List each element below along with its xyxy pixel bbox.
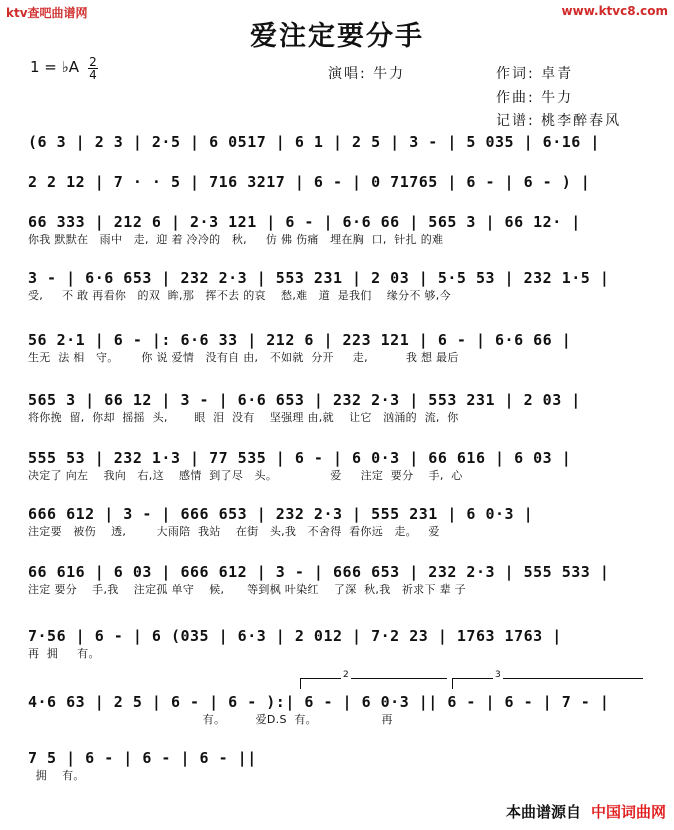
volta-number-1: 2 <box>343 670 349 680</box>
time-signature-top: 2 <box>89 55 97 69</box>
score-row <box>28 562 648 598</box>
composer-credit: 作曲: 牛力 <box>496 90 574 106</box>
lyric-line: 你我 默默在 雨中 走, 迎 着 冷冷的 秋, 仿 佛 伤痛 埋在胸 口, 针扎 的难 <box>28 233 444 246</box>
watermark-source-label: 本曲谱源自 <box>505 803 581 821</box>
notation-line: 4·6 63 | 2 5 | 6 - | 6 - ):| 6 - | 6 0·3 || 6 - | 6 - | 7 - | <box>28 693 610 711</box>
lyric-line: 生无 法 相 守。 你 说 爱情 没有自 由, 不如就 分开 走, 我 想 最后 <box>28 351 459 364</box>
score-row <box>28 748 648 784</box>
score-row <box>28 172 648 208</box>
watermark-top-right: www.ktvc8.com <box>561 4 668 18</box>
notation-line: 565 3 | 66 12 | 3 - | 6·6 653 | 232 2·3 | 553 231 | 2 03 | <box>28 391 581 409</box>
score-row <box>28 390 648 426</box>
watermark-site-link[interactable]: 中国词曲网 <box>590 803 666 821</box>
lyric-line: 注定 要分 手,我 注定孤 单守 候, 等到枫 叶染红 了深 秋,我 祈求下 辈 子 <box>28 583 466 596</box>
time-signature-bottom: 4 <box>89 68 97 82</box>
key-signature: 1 = ♭A <box>30 58 79 76</box>
notation-line: 56 2·1 | 6 - |: 6·6 33 | 212 6 | 223 121 | 6 - | 6·6 66 | <box>28 331 572 349</box>
lyric-line: 受, 不 敢 再看你 的双 眸,那 挥不去 的哀 愁,难 道 是我们 缘分不 够,今 <box>28 289 451 302</box>
notation-line: 66 333 | 212 6 | 2·3 121 | 6 - | 6·6 66 | 565 3 | 66 12· | <box>28 213 581 231</box>
notation-line: 3 - | 6·6 653 | 232 2·3 | 553 231 | 2 03 | 5·5 53 | 232 1·5 | <box>28 269 610 287</box>
volta-number-2: 3 <box>495 670 501 680</box>
score-row <box>28 448 648 484</box>
transcriber-credit: 记谱: 桃李醉春风 <box>496 113 622 129</box>
time-signature <box>88 56 98 81</box>
song-title: 爱注定要分手 <box>250 21 424 52</box>
lyric-line: 拥 有。 <box>28 769 85 782</box>
score-row <box>28 212 648 248</box>
score-row <box>28 132 648 168</box>
volta-bracket-1 <box>300 670 447 689</box>
watermark-top-left: ktv查吧曲谱网 <box>6 6 88 20</box>
lyric-line: 决定了 向左 我向 右,这 感情 到了尽 头。 爱 注定 要分 手, 心 <box>28 469 463 482</box>
notation-line: 7 5 | 6 - | 6 - | 6 - || <box>28 749 257 767</box>
lyric-line: 将你挽 留, 你却 摇摇 头, 眼 泪 没有 坚强理 由,就 让它 汹涌的 流, 你 <box>28 411 459 424</box>
notation-line: 7·56 | 6 - | 6 (035 | 6·3 | 2 012 | 7·2 23 | 1763 1763 | <box>28 627 562 645</box>
notation-line: (6 3 | 2 3 | 2·5 | 6 0517 | 6 1 | 2 5 | 3 - | 5 035 | 6·16 | <box>28 133 600 151</box>
lyric-line: 注定要 被伤 透, 大雨陪 我站 在街 头,我 不舍得 看你远 走。 爱 <box>28 525 440 538</box>
lyric-line: 再 拥 有。 <box>28 647 100 660</box>
singer-credit: 演唱: 牛力 <box>328 66 406 82</box>
notation-line: 666 612 | 3 - | 666 653 | 232 2·3 | 555 231 | 6 0·3 | <box>28 505 534 523</box>
notation-line: 2 2 12 | 7 · · 5 | 716 3217 | 6 - | 0 71765 | 6 - | 6 - ) | <box>28 173 591 191</box>
lyric-line <box>28 152 648 168</box>
lyricist-credit: 作词: 卓青 <box>496 66 574 82</box>
volta-bracket-2 <box>452 670 643 689</box>
lyric-line <box>28 192 648 208</box>
score-row <box>28 504 648 540</box>
watermark-bottom <box>506 801 666 822</box>
notation-line: 66 616 | 6 03 | 666 612 | 3 - | 666 653 | 232 2·3 | 555 533 | <box>28 563 610 581</box>
score-row <box>28 268 648 304</box>
notation-line: 555 53 | 232 1·3 | 77 535 | 6 - | 6 0·3 | 66 616 | 6 03 | <box>28 449 572 467</box>
score-row <box>28 626 648 662</box>
lyric-line: 有。 爱D.S 有。 再 <box>28 713 393 726</box>
score-row <box>28 330 648 366</box>
score-row <box>28 692 648 728</box>
